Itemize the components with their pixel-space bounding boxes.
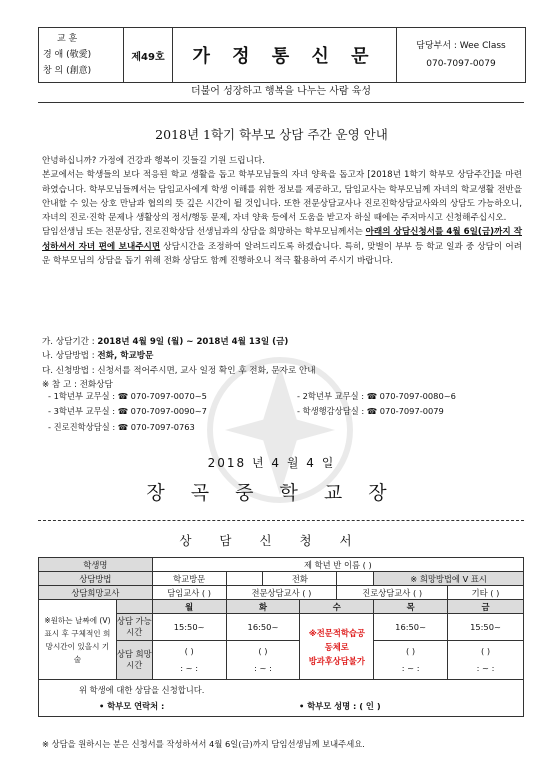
student-info-field[interactable]: 제 학년 반 이름 ( ) <box>152 558 523 572</box>
newsletter-header <box>38 27 526 83</box>
school-slogan <box>38 82 524 103</box>
motto-1: 경 애 (敬愛) <box>43 50 92 60</box>
request-text-a: 담임선생님 또는 전문상담, 진로진학상담 선생님과의 상담을 희망하는 학부모님께서는 <box>42 227 366 238</box>
method-value: 전화, 학교방문 <box>97 351 154 362</box>
phone-grade2: - 2학년부 교무실 : ☎ 070-7097-0080~6 <box>297 391 456 401</box>
avail-tue: 16:50~ <box>226 614 300 641</box>
day-thu: 목 <box>374 600 448 614</box>
method-row: 나. 상담방법 : 전화, 학교방문 <box>42 351 154 362</box>
parent-contact-label[interactable]: • 학부모 연락처 : <box>99 701 165 711</box>
day-wed: 수 <box>300 600 374 614</box>
greeting-paragraph: 안녕하십니까? 가정에 건강과 행복이 깃들길 기원 드립니다. <box>42 156 265 166</box>
other-option[interactable]: 기타 ( ) <box>448 586 524 600</box>
period-row: 가. 상담기간 : 2018년 4월 9일 (월) ~ 2018년 4월 13일 (금) <box>42 337 289 347</box>
department-phone: 070-7097-0079 <box>426 59 496 69</box>
request-paragraph <box>42 225 522 268</box>
career-counselor-option[interactable]: 진로상담교사 ( ) <box>337 586 448 600</box>
department-name: 담당부서 : Wee Class <box>416 41 506 51</box>
newsletter-title: 가 정 통 신 문 <box>173 28 397 82</box>
confirm-text: 위 학생에 대한 상담을 신청합니다. <box>79 685 205 695</box>
wish-fri[interactable]: ( ) : ~ : <box>448 641 524 680</box>
day-tue: 화 <box>226 600 300 614</box>
phone-grade1: - 1학년부 교무실 : ☎ 070-7097-0070~5 <box>48 391 207 401</box>
body-text <box>42 154 522 268</box>
phone-list <box>42 389 522 435</box>
department-info <box>397 28 525 82</box>
teacher-label: 상담희망교사 <box>39 586 153 600</box>
phone-option[interactable]: 전화 <box>263 572 337 586</box>
apply-row: 다. 신청방법 : 신청서를 적어주시면, 교사 일정 확인 후 전화, 문자로 안내 <box>42 365 316 376</box>
document-title: 2018년 1학기 학부모 상담 주간 운영 안내 <box>155 127 388 142</box>
phone-grade3: - 3학년부 교무실 : ☎ 070-7097-0090~7 <box>48 406 207 417</box>
wish-label: 상담 희망 시간 <box>116 641 152 680</box>
request-text-c: 상담시간을 조정하여 알려드리도록 하겠습니다. 특히, 맞벌이 부부 등 학교 일과 중 상담이 어려운 학부모님의 상담을 돕기 위해 전화 상담도 함께 진행하오니 적극 활용하여 주시기 바랍니다. <box>42 241 523 267</box>
principal-signature: 장 곡 중 학 교 장 <box>146 482 397 504</box>
day-header-blank <box>116 600 152 614</box>
avail-thu: 16:50~ <box>374 614 448 641</box>
issue-date: 2018 년 4 월 4 일 <box>207 456 336 470</box>
phone-wee: - 학생행감상담실 : ☎ 070-7097-0079 <box>297 406 444 417</box>
cut-line <box>38 520 524 521</box>
wish-thu[interactable]: ( ) : ~ : <box>374 641 448 680</box>
parent-sign-label[interactable]: • 학부모 성명 : ( 인 ) <box>299 701 381 711</box>
day-mon: 월 <box>152 600 226 614</box>
date-note: ※원하는 날짜에 (V)표시 후 구체적인 희망시간이 있을시 기술 <box>39 600 117 680</box>
wish-mon[interactable]: ( ) : ~ : <box>152 641 226 680</box>
request-deadline: 아래의 상담신청서를 4월 6일(금)까지 작성하셔서 자녀 편에 보내주시면 <box>42 227 522 252</box>
visit-option[interactable]: 학교방문 <box>152 572 226 586</box>
motto-2: 창 의 (創意) <box>43 66 92 76</box>
student-label: 학생명 <box>39 558 153 572</box>
slogan-text: 더불어 성장하고 행복을 나누는 사람 육성 <box>190 86 372 97</box>
method-label: 상담방법 <box>39 572 153 586</box>
form-title: 상 담 신 청 서 <box>179 533 364 548</box>
application-form <box>38 557 524 717</box>
reference-row: ※ 참 고 : 전화상담 <box>42 379 113 390</box>
day-fri: 금 <box>448 600 524 614</box>
avail-fri: 15:50~ <box>448 614 524 641</box>
wed-unavailable-note: ※전문적학습공 동체로 방과후상담불가 <box>300 614 374 680</box>
school-motto <box>39 28 124 82</box>
info-list <box>42 335 522 392</box>
footnote: ※ 상담을 원하시는 분은 신청서를 작성하셔서 4월 6일(금)까지 담임선생님께 보내주세요. <box>42 739 365 749</box>
counselor-option[interactable]: 전문상담교사 ( ) <box>226 586 337 600</box>
avail-label: 상담 가능 시간 <box>116 614 152 641</box>
confirm-block <box>39 680 524 717</box>
homeroom-option[interactable]: 담임교사 ( ) <box>152 586 226 600</box>
intro-paragraph: 본교에서는 학생들의 보다 적응된 학교 생활을 돕고 학부모님들의 자녀 양육을 돕고자 [2018년 1학기 학부모 상담주간]을 마련하였습니다. 학부모님들께서는 담임교사에게 학생 이해를 위한 정보를 제공하고, 담임교사는 학부모님께 자녀의 학교생활 전반을 안내할 수 있는 상호 만남과 협의의 뜻 깊은 시간이 될 것입니다. 또한 전문상담교사나 진로진학상담교사와의 상담도 가능하오니, 자녀의 진로·진학 문제나 생활상의 정서/행동 문제, 자녀 양육 등에서 도움을 받고자 하실 때에는 주저마시고 신청해주십시오. <box>42 170 522 224</box>
phone-check[interactable] <box>337 572 374 586</box>
method-note: ※ 희망방법에 V 표시 <box>374 572 524 586</box>
wish-tue[interactable]: ( ) : ~ : <box>226 641 300 680</box>
period-value: 2018년 4월 9일 (월) ~ 2018년 4월 13일 (금) <box>97 337 289 347</box>
issue-number: 제49호 <box>124 28 173 82</box>
motto-label: 교 훈 <box>57 34 78 44</box>
visit-check[interactable] <box>226 572 263 586</box>
phone-career: - 진로진학상담실 : ☎ 070-7097-0763 <box>48 421 195 432</box>
avail-mon: 15:50~ <box>152 614 226 641</box>
